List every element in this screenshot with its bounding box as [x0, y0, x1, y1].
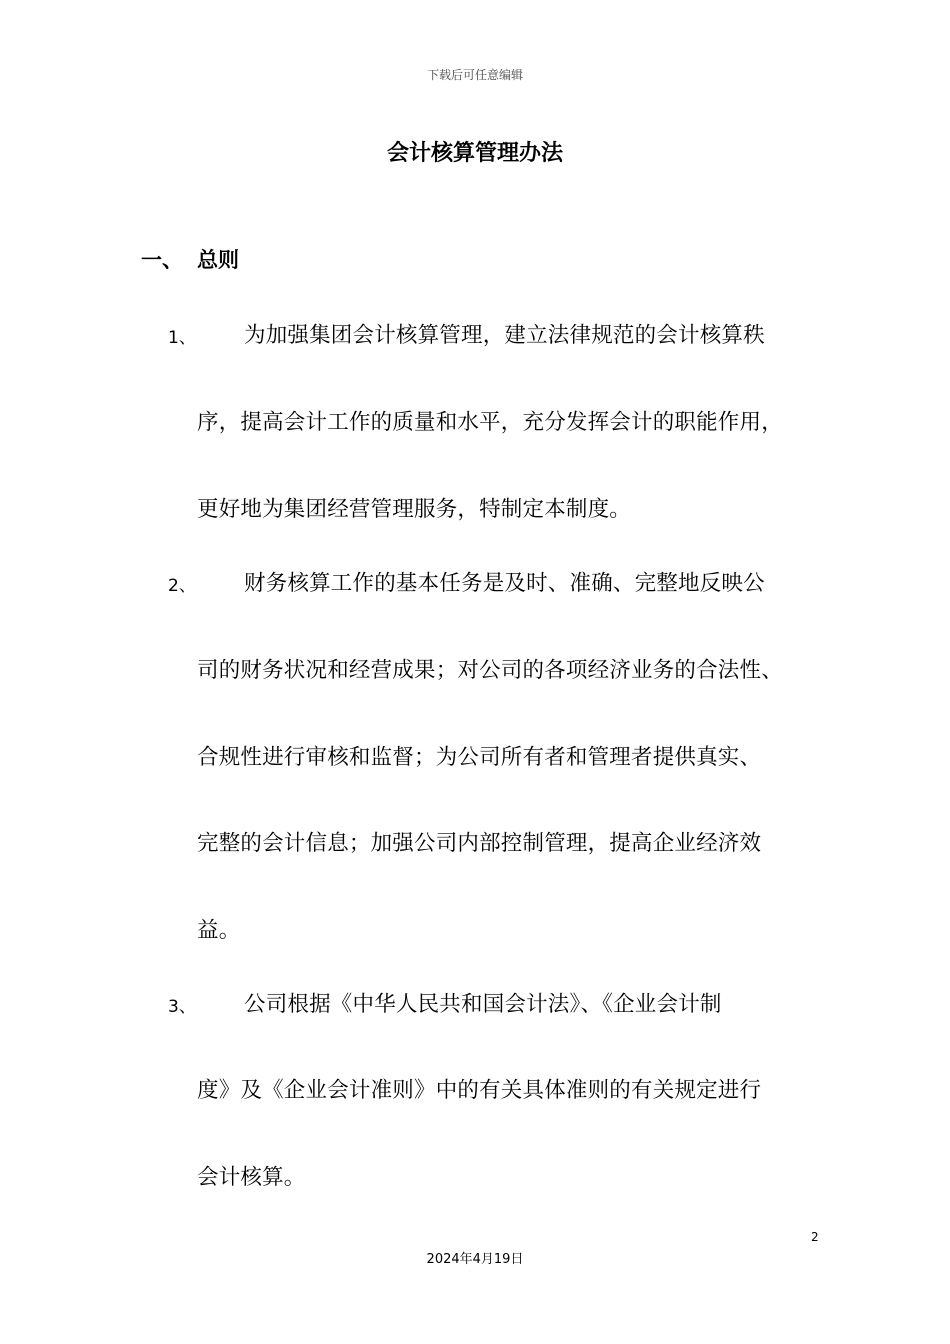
- paragraph-line: 财务核算工作的基本任务是及时、准确、完整地反映公: [244, 571, 765, 596]
- paragraph-line: 完整的会计信息；加强公司内部控制管理，提高企业经济效: [197, 831, 762, 856]
- paragraph-line: 司的财务状况和经营成果；对公司的各项经济业务的合法性、: [197, 658, 783, 683]
- document-title: 会计核算管理办法: [386, 141, 563, 166]
- paragraph-line: 公司根据《中华人民共和国会计法》、《企业会计制: [244, 992, 722, 1017]
- section-number: 一、: [141, 248, 183, 272]
- item-number: 3、: [168, 997, 196, 1017]
- paragraph-line: 合规性进行审核和监督；为公司所有者和管理者提供真实、: [197, 745, 762, 770]
- paragraph-line: 度》及《企业会计准则》中的有关具体准则的有关规定进行: [197, 1078, 762, 1103]
- paragraph-line: 益。: [197, 918, 241, 943]
- footer-date: 2024年4月19日: [426, 1252, 524, 1267]
- paragraph-line: 会计核算。: [197, 1165, 306, 1190]
- paragraph-line: 序，提高会计工作的质量和水平，充分发挥会计的职能作用，: [197, 410, 783, 435]
- section-heading: [141, 244, 239, 274]
- paragraph-line: 为加强集团会计核算管理，建立法律规范的会计核算秩: [244, 323, 765, 348]
- item-number: 2、: [168, 576, 196, 596]
- paragraph-line: 更好地为集团经营管理服务，特制定本制度。: [197, 497, 632, 522]
- section-title: 总则: [197, 248, 239, 272]
- page-number: 2: [811, 1230, 819, 1244]
- header-note: 下载后可任意编辑: [426, 68, 523, 82]
- item-number: 1、: [168, 328, 196, 348]
